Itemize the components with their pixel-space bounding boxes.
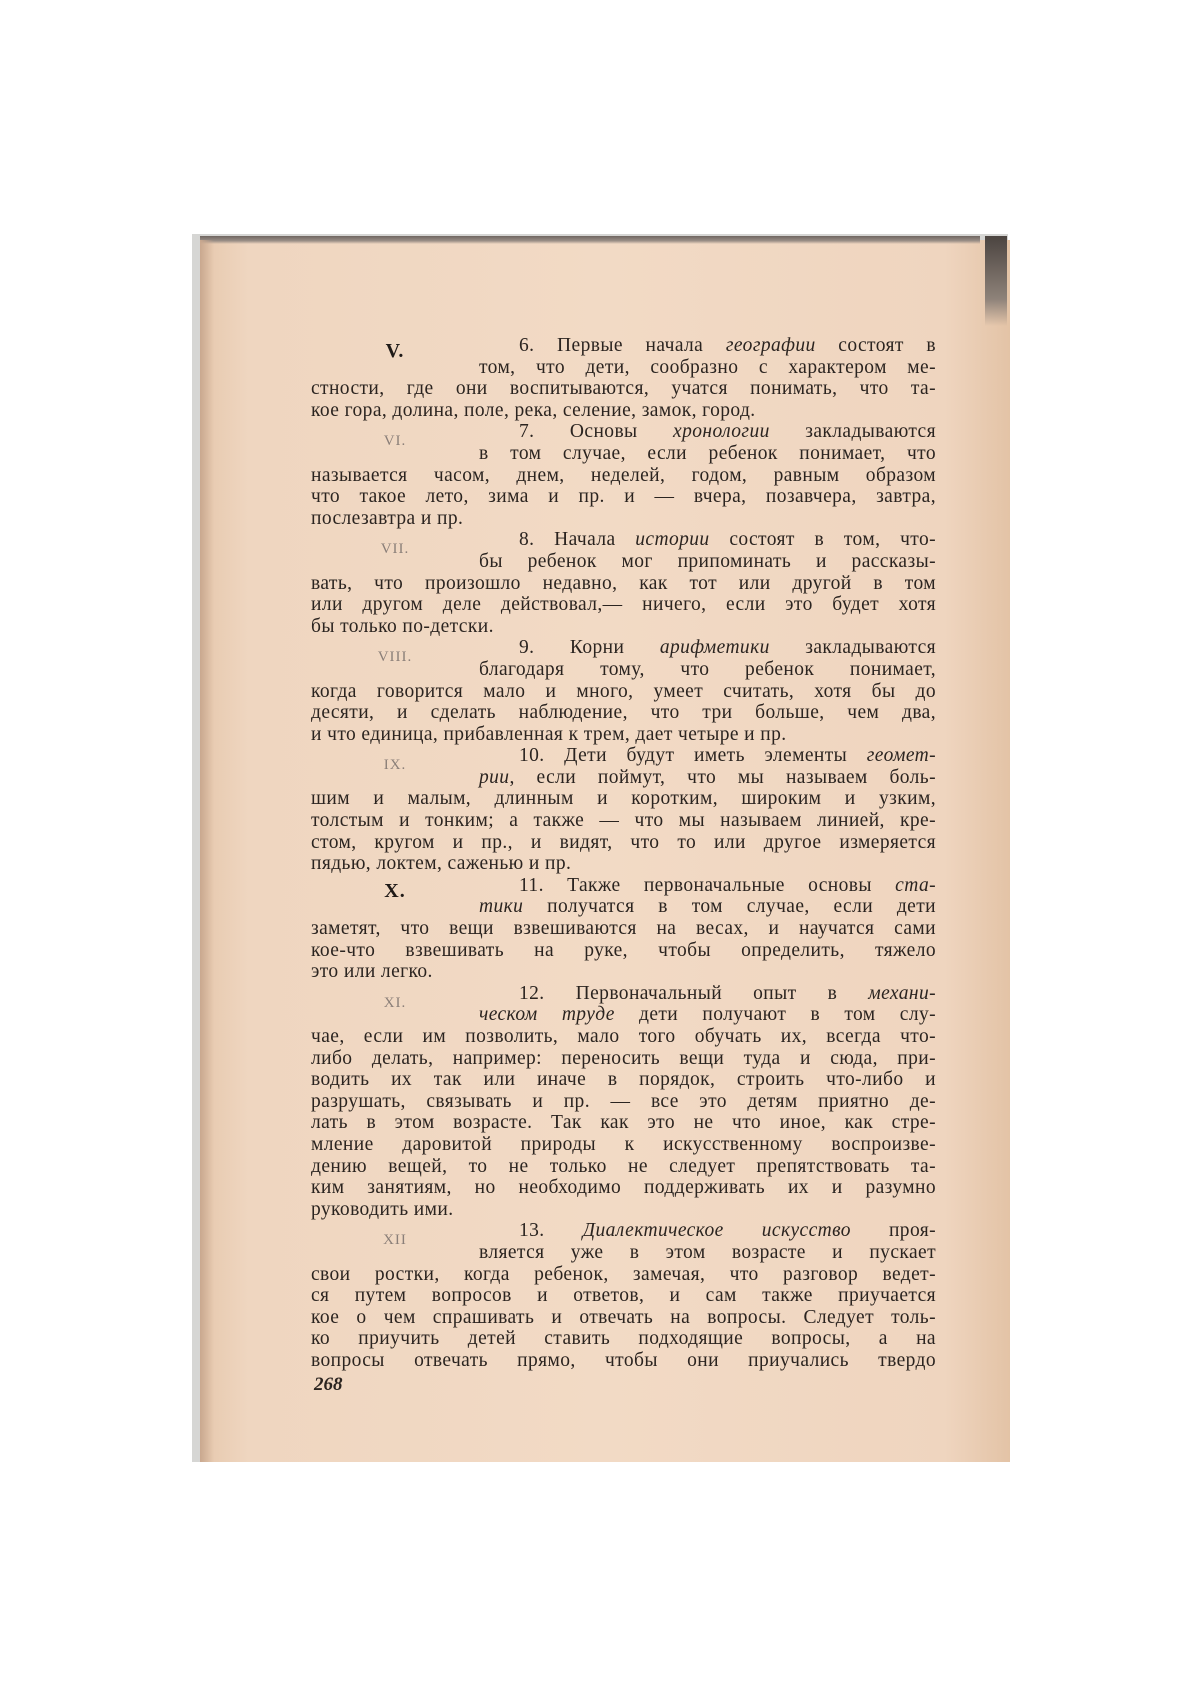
text-run: 9. Корни: [519, 637, 660, 659]
text-run: в том случае, если ребенок понимает, что: [479, 442, 936, 464]
text-line: [479, 983, 936, 1005]
section-paragraph: [311, 875, 936, 983]
text-run: проя-: [850, 1220, 936, 1242]
text-line: кое гора, долина, поле, река, селение, замок, город.: [311, 399, 756, 421]
text-line: мление даровитой природы к искусственному воспроизве-: [311, 1133, 936, 1155]
text-line: послезавтра и пр.: [311, 507, 464, 529]
text-line: руководить ими.: [311, 1198, 454, 1220]
text-line: дению вещей, то не только не следует препятствовать та-: [311, 1155, 936, 1177]
section-head: [311, 637, 936, 680]
text-line: вопросы отвечать прямо, чтобы они приучались твердо: [311, 1349, 936, 1371]
text-line: [479, 637, 936, 659]
section-marker: V.: [385, 340, 405, 362]
text-line: [479, 335, 936, 357]
text-run: дети получают в том слу-: [614, 1004, 937, 1026]
section-marker: VII.: [380, 541, 410, 558]
italic-term: географии: [725, 335, 816, 356]
text-line: заметят, что вещи взвешиваются на весах, и научатся сами: [311, 918, 936, 940]
section-head-lines: [479, 1220, 936, 1263]
section-paragraph: [311, 335, 936, 421]
text-run: 7. Основы: [519, 421, 674, 443]
section-paragraph: [311, 529, 936, 637]
text-line: кое о чем спрашивать и отвечать на вопросы. Следует толь-: [311, 1306, 936, 1328]
text-line: [479, 529, 936, 551]
italic-term: геомет-: [866, 745, 936, 767]
text-line: это или легко.: [311, 961, 433, 983]
text-run: получатся в том случае, если дети: [523, 896, 936, 918]
italic-term: рии: [479, 766, 510, 788]
text-line: разрушать, связывать и пр. — все это детям приятно де-: [311, 1090, 936, 1112]
italic-term: Диалектическое искусство: [582, 1220, 851, 1242]
section-head: [311, 529, 936, 572]
text-run: 8. Начала: [519, 529, 636, 551]
text-line: пядью, локтем, саженью и пр.: [311, 853, 572, 875]
text-line: и что единица, прибавленная к трем, дает четыре и пр.: [311, 723, 787, 745]
text-line: водить их так или иначе в порядок, строить что-либо и: [311, 1069, 936, 1091]
text-line: десяти, и сделать наблюдение, что три больше, чем два,: [311, 702, 936, 724]
text-line: стности, где они воспитываются, учатся понимать, что та-: [311, 378, 936, 400]
text-run: благодаря тому, что ребенок понимает,: [479, 658, 936, 680]
section-head-lines: [479, 745, 936, 788]
text-line: [479, 443, 936, 465]
italic-term: тики: [479, 896, 524, 918]
text-line: кое-что взвешивать на руке, чтобы определить, тяжело: [311, 939, 936, 961]
section-head-lines: [479, 421, 936, 464]
text-line: [479, 659, 936, 681]
page-number: 268: [314, 1374, 343, 1395]
page-left-edge: [200, 240, 214, 1462]
section-paragraph: [311, 745, 936, 875]
text-line: [479, 767, 936, 789]
italic-term: хронологии: [673, 421, 770, 443]
text-line: что такое лето, зима и пр. и — вчера, позавчера, завтра,: [311, 486, 936, 508]
text-run: 13.: [519, 1220, 583, 1242]
text-line: называется часом, днем, неделей, годом, равным образом: [311, 464, 936, 486]
section-marker: VIII.: [377, 649, 413, 666]
text-line: [479, 745, 936, 767]
text-line: [479, 1004, 936, 1026]
text-run: 6. Первые начала: [519, 335, 726, 356]
section-paragraph: [311, 1220, 936, 1371]
section-head: [311, 1220, 936, 1263]
section-head-lines: [479, 875, 936, 918]
text-line: [479, 896, 936, 918]
section-marker: XI.: [383, 994, 407, 1011]
section-head: [311, 335, 936, 378]
italic-term: арифметики: [659, 637, 770, 659]
text-line: лать в этом возрасте. Так как это не что иное, как стре-: [311, 1112, 936, 1134]
text-run: вляется уже в этом возрасте и пускает: [479, 1241, 936, 1263]
text-line: стом, кругом и пр., и видят, что то или другое измеряется: [311, 831, 936, 853]
section-head-lines: [479, 335, 936, 378]
text-line: чае, если им позволить, мало того обучать их, всегда что-: [311, 1026, 936, 1047]
text-run: закладываются: [769, 421, 936, 443]
italic-term: ста-: [895, 874, 936, 896]
text-line: [479, 1220, 936, 1242]
section-paragraph: [311, 421, 936, 529]
section-head-lines: [479, 637, 936, 680]
italic-term: механи-: [868, 982, 936, 1004]
text-line: [479, 1242, 936, 1264]
text-run: закладываются: [769, 637, 936, 659]
text-run: бы ребенок мог припоминать и рассказы-: [479, 550, 936, 572]
section-paragraph: [311, 983, 936, 1221]
text-run: состоят в том, что-: [709, 529, 936, 551]
page-top-shadow: [200, 236, 980, 244]
section-head: [311, 983, 936, 1026]
section-marker: IX.: [383, 757, 407, 774]
text-line: ся путем вопросов и ответов, и сам также приучается: [311, 1285, 936, 1307]
section-marker: VI.: [383, 433, 407, 450]
text-line: свои ростки, когда ребенок, замечая, что разговор ведет-: [311, 1263, 936, 1285]
text-line: [479, 357, 936, 379]
section-head-lines: [479, 529, 936, 572]
text-run: 10. Дети будут иметь элементы: [519, 745, 867, 767]
text-line: [479, 551, 936, 573]
section-head: [311, 875, 936, 918]
italic-term: ческом труде: [479, 1004, 615, 1026]
text-run: , если поймут, что мы называем боль-: [509, 766, 936, 788]
text-run: 11. Также первоначальные основы: [519, 874, 896, 896]
section-marker: XII: [383, 1232, 407, 1249]
section-head: [311, 745, 936, 788]
section-head-lines: [479, 983, 936, 1026]
text-line: или другом деле действовал,— ничего, если это будет хотя: [311, 594, 936, 616]
text-run: том, что дети, сообразно с характером ме-: [479, 356, 936, 378]
section-paragraph: [311, 637, 936, 745]
text-run: 12. Первоначальный опыт в: [519, 982, 869, 1004]
text-line: [479, 875, 936, 897]
page-text: [311, 335, 936, 1372]
page-right-edge: [985, 236, 1007, 326]
text-line: либо делать, например: переносить вещи туда и сюда, при-: [311, 1047, 936, 1069]
section-marker: X.: [384, 879, 406, 902]
text-line: толстым и тонким; а также — что мы называем линией, кре-: [311, 810, 936, 832]
text-line: когда говорится мало и много, умеет считать, хотя бы до: [311, 680, 936, 702]
text-line: шим и малым, длинным и коротким, широким и узким,: [311, 788, 936, 810]
text-line: ко приучить детей ставить подходящие вопросы, а на: [311, 1328, 936, 1350]
text-line: вать, что произошло недавно, как тот или другой в том: [311, 572, 936, 594]
italic-term: истории: [635, 529, 710, 551]
text-line: ким занятиям, но необходимо поддерживать их и разумно: [311, 1177, 936, 1199]
text-line: [479, 421, 936, 443]
text-line: бы только по-детски.: [311, 615, 494, 637]
text-run: состоят в: [815, 335, 936, 356]
section-head: [311, 421, 936, 464]
